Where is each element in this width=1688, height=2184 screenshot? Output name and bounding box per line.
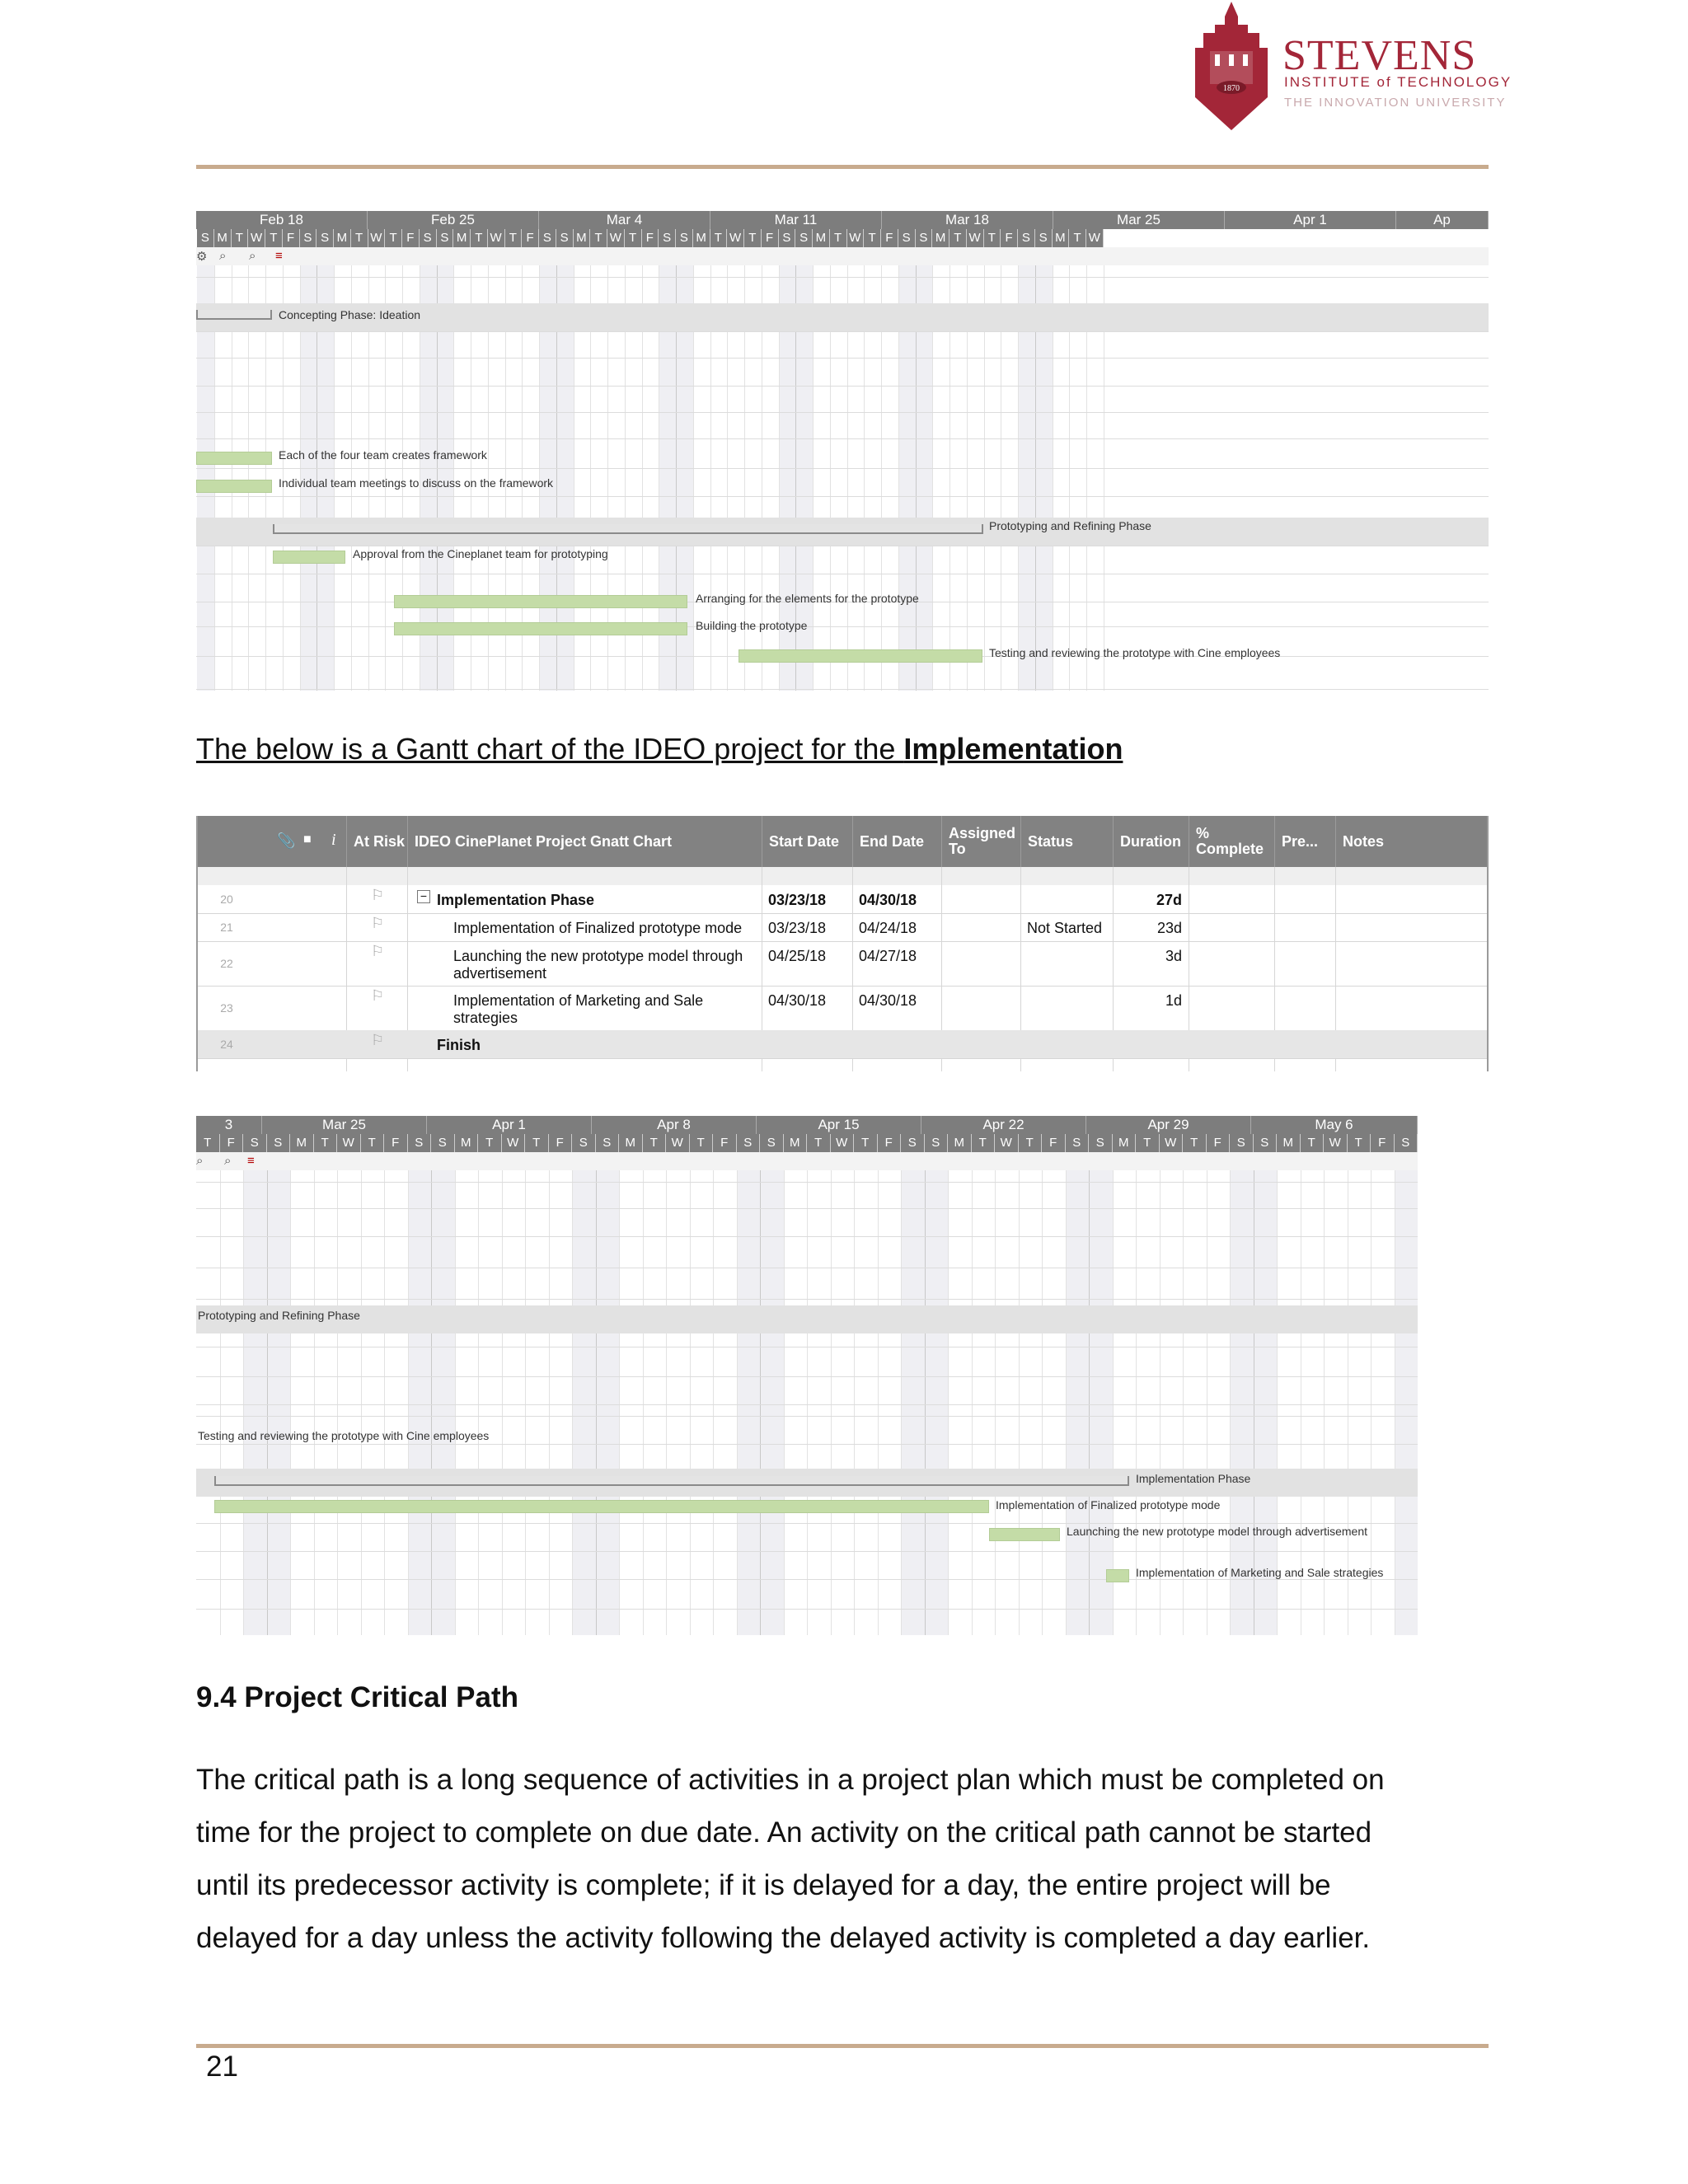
weekend-column — [1066, 1170, 1090, 1635]
grid-line — [431, 1170, 432, 1635]
grid-row-line — [196, 626, 1489, 627]
grid-line — [1066, 1170, 1067, 1635]
weekend-column — [1089, 1170, 1113, 1635]
summary-bar[interactable] — [273, 524, 983, 534]
logo-tagline: THE INNOVATION UNIVERSITY — [1284, 96, 1507, 110]
task-bar[interactable] — [273, 551, 345, 564]
grid-line — [337, 1170, 338, 1635]
grid-line — [478, 1170, 479, 1635]
day-label: W — [967, 229, 984, 247]
day-label: S — [243, 1134, 267, 1152]
task-bar[interactable] — [1106, 1569, 1129, 1582]
day-label: S — [737, 1134, 761, 1152]
grid-row-line — [196, 1444, 1418, 1445]
week-label: May 6 — [1251, 1116, 1418, 1134]
grid-line — [925, 1170, 926, 1635]
day-label: M — [784, 1134, 808, 1152]
grid-row-line — [196, 412, 1489, 413]
status: Not Started — [1027, 920, 1103, 936]
weekend-column — [760, 1170, 784, 1635]
day-label: F — [642, 229, 659, 247]
settings-icon[interactable]: ⚙ — [196, 250, 208, 264]
flag-icon[interactable]: ⚐ — [371, 987, 385, 1004]
grid-row-line — [196, 468, 1489, 469]
start-date: 03/23/18 — [768, 892, 827, 908]
end-date: 04/24/18 — [859, 920, 917, 936]
task-name: Implementation of Finalized prototype mode — [453, 920, 743, 936]
gantt-chart-implementation — [196, 1116, 1418, 1635]
day-label: F — [522, 229, 539, 247]
grid-row-line — [196, 1182, 1418, 1183]
grid-line — [267, 1170, 268, 1635]
duration: 1d — [1165, 992, 1182, 1009]
day-label: F — [881, 229, 898, 247]
day-label: T — [478, 1134, 502, 1152]
implementation-caption — [196, 732, 1123, 766]
day-label: S — [1254, 1134, 1278, 1152]
summary-row-band — [196, 1305, 1418, 1333]
day-label: T — [854, 1134, 878, 1152]
task-label: Approval from the Cineplanet team for prototyping — [353, 547, 608, 560]
day-label: M — [1113, 1134, 1137, 1152]
day-label: S — [556, 229, 574, 247]
grid-line — [878, 1170, 879, 1635]
logo-subtitle: INSTITUTE of TECHNOLOGY — [1284, 74, 1512, 90]
task-label: Testing and reviewing the prototype with Cine employees — [989, 646, 1281, 659]
row-number: 21 — [220, 921, 233, 934]
gantt-toolbar — [196, 247, 1489, 265]
summary-bar[interactable] — [214, 1476, 1129, 1486]
end-date: 04/30/18 — [859, 992, 917, 1009]
task-label: Building the prototype — [696, 619, 808, 632]
day-label: W — [1324, 1134, 1348, 1152]
row-number: 24 — [220, 1038, 233, 1051]
day-label: M — [948, 1134, 972, 1152]
day-label: T — [525, 1134, 549, 1152]
day-label: S — [596, 1134, 620, 1152]
grid-line — [690, 1170, 691, 1635]
col-end-date[interactable]: End Date — [852, 816, 941, 867]
task-label: Individual team meetings to discuss on the framework — [279, 476, 554, 490]
day-label: T — [744, 229, 762, 247]
task-bar[interactable] — [989, 1528, 1060, 1541]
col-start-date[interactable]: Start Date — [762, 816, 852, 867]
day-label: T — [972, 1134, 996, 1152]
day-label: S — [316, 229, 334, 247]
grid-line — [1113, 1170, 1114, 1635]
col-percent-complete[interactable]: % Complete — [1189, 816, 1274, 867]
week-label: Mar 11 — [710, 211, 882, 229]
task-bar[interactable] — [196, 452, 272, 465]
day-label: S — [916, 229, 933, 247]
day-label: W — [368, 229, 386, 247]
day-label: M — [455, 1134, 479, 1152]
day-label: F — [762, 229, 779, 247]
day-label: W — [1160, 1134, 1184, 1152]
day-label: W — [488, 229, 505, 247]
flag-icon[interactable]: ⚐ — [371, 943, 385, 959]
logo-title: STEVENS — [1282, 32, 1477, 79]
day-label: M — [932, 229, 950, 247]
weekend-column — [901, 1170, 925, 1635]
table-row[interactable] — [198, 986, 1487, 1031]
grid-line — [666, 1170, 667, 1635]
week-label: Mar 4 — [539, 211, 710, 229]
col-at-risk[interactable]: At Risk — [346, 816, 407, 867]
day-label: T — [1136, 1134, 1160, 1152]
grid-row-line — [196, 689, 1489, 690]
flag-icon[interactable]: ⚐ — [371, 915, 385, 931]
task-bar[interactable] — [394, 622, 687, 635]
grid-line — [220, 1170, 221, 1635]
day-label: S — [1066, 1134, 1090, 1152]
weekend-column — [431, 1170, 455, 1635]
grid-row-line — [196, 1404, 1418, 1405]
day-label: F — [402, 229, 420, 247]
duration: 27d — [1156, 892, 1182, 908]
grid-line — [784, 1170, 785, 1635]
paragraph-line: time for the project to complete on due date. An activity on the critical path cannot be started — [196, 1816, 1372, 1849]
end-date: 04/27/18 — [859, 948, 917, 964]
day-label: W — [727, 229, 744, 247]
task-name: Finish — [437, 1037, 481, 1053]
col-status[interactable]: Status — [1020, 816, 1113, 867]
task-name: Launching the new prototype model through advertisement — [453, 948, 743, 982]
grid-line — [807, 1170, 808, 1635]
zoom-in-icon[interactable]: ⌕ — [196, 1154, 204, 1168]
grid-line — [502, 1170, 503, 1635]
day-label: T — [361, 1134, 385, 1152]
critical-path-paragraph — [196, 1754, 1498, 1965]
week-label: Apr 1 — [427, 1116, 592, 1134]
day-label: T — [1183, 1134, 1207, 1152]
grid-row-line — [196, 331, 1489, 332]
weekend-column — [737, 1170, 761, 1635]
grid-line — [549, 1170, 550, 1635]
col-notes[interactable]: Notes — [1335, 816, 1489, 867]
grid-row-line — [196, 1416, 1418, 1417]
week-label: Feb 25 — [368, 211, 539, 229]
day-label: T — [314, 1134, 338, 1152]
day-label: S — [795, 229, 813, 247]
section-heading: 9.4 Project Critical Path — [196, 1681, 518, 1713]
task-label: Prototyping and Refining Phase — [198, 1309, 360, 1322]
task-bar[interactable] — [214, 1500, 989, 1513]
day-label: S — [539, 229, 556, 247]
week-label: Apr 8 — [592, 1116, 757, 1134]
zoom-out-icon[interactable]: ⌕ — [224, 1154, 232, 1168]
day-label: S — [1035, 229, 1053, 247]
critical-path-icon[interactable]: ≡ — [247, 1154, 255, 1168]
day-label: T — [351, 229, 368, 247]
caption-bold: Implementation — [903, 732, 1123, 766]
row-number: 22 — [220, 957, 233, 970]
day-label: T — [984, 229, 1001, 247]
day-label: F — [220, 1134, 244, 1152]
grid-line — [901, 1170, 902, 1635]
task-bar[interactable] — [394, 595, 687, 608]
day-label: S — [300, 229, 317, 247]
week-label: Ap — [1396, 211, 1489, 229]
day-label: S — [1018, 229, 1035, 247]
week-label: Apr 22 — [921, 1116, 1086, 1134]
weekend-column — [267, 1170, 291, 1635]
task-bar[interactable] — [738, 649, 982, 663]
grid-line — [713, 1170, 714, 1635]
table-row[interactable] — [198, 941, 1487, 987]
grid-row-line — [196, 438, 1489, 439]
day-label: S — [898, 229, 916, 247]
day-label: T — [196, 1134, 220, 1152]
grid-row-line — [196, 1609, 1418, 1610]
grid-line — [948, 1170, 949, 1635]
day-label: W — [831, 1134, 855, 1152]
day-label: S — [659, 229, 676, 247]
day-label: W — [607, 229, 625, 247]
col-predecessors[interactable]: Pre... — [1274, 816, 1335, 867]
end-date: 04/30/18 — [859, 892, 917, 908]
day-label: S — [437, 229, 454, 247]
task-name: Implementation Phase — [437, 892, 595, 908]
day-label: F — [878, 1134, 902, 1152]
day-label: S — [572, 1134, 596, 1152]
day-label: W — [1086, 229, 1104, 247]
logo-year: 1870 — [1223, 84, 1240, 93]
day-label: F — [1001, 229, 1018, 247]
weekend-column — [572, 1170, 596, 1635]
grid-line — [384, 1170, 385, 1635]
grid-line — [408, 1170, 409, 1635]
task-label: Concepting Phase: Ideation — [279, 308, 421, 321]
day-label: S — [267, 1134, 291, 1152]
day-label: F — [1042, 1134, 1066, 1152]
grid-line — [1089, 1170, 1090, 1635]
day-label: S — [431, 1134, 455, 1152]
week-label: 3 — [196, 1116, 262, 1134]
table-row[interactable] — [198, 913, 1487, 942]
day-label: T — [807, 1134, 831, 1152]
paragraph-line: until its predecessor activity is complete; if it is delayed for a day, the entire project will be — [196, 1869, 1331, 1901]
table-row[interactable] — [198, 1030, 1487, 1059]
day-label: T — [690, 1134, 714, 1152]
day-label: W — [666, 1134, 690, 1152]
day-label: S — [901, 1134, 925, 1152]
start-date: 03/23/18 — [768, 920, 827, 936]
day-label: F — [713, 1134, 737, 1152]
day-label: F — [1207, 1134, 1231, 1152]
day-label: M — [813, 229, 830, 247]
weekend-column — [243, 1170, 267, 1635]
day-label: S — [779, 229, 796, 247]
day-label: F — [384, 1134, 408, 1152]
summary-bar[interactable] — [196, 310, 272, 320]
day-label: W — [502, 1134, 526, 1152]
grid-row-line — [196, 1579, 1418, 1580]
day-label: T — [625, 229, 642, 247]
task-label: Launching the new prototype model through advertisement — [1067, 1525, 1368, 1538]
flag-icon[interactable]: ⚐ — [371, 1032, 385, 1048]
start-date: 04/30/18 — [768, 992, 827, 1009]
day-label: M — [214, 229, 232, 247]
paragraph-line: delayed for a day unless the activity following the delayed activity is completed a day earlier. — [196, 1922, 1371, 1954]
week-label: Mar 18 — [882, 211, 1053, 229]
day-label: S — [197, 229, 214, 247]
critical-path-icon[interactable]: ≡ — [275, 249, 283, 263]
day-label: W — [337, 1134, 361, 1152]
day-label: T — [471, 229, 488, 247]
day-label: W — [847, 229, 865, 247]
day-label: F — [283, 229, 300, 247]
task-label: Testing and reviewing the prototype with Cine employees — [198, 1429, 490, 1442]
day-label: W — [995, 1134, 1019, 1152]
caption-text: The below is a Gantt chart of the IDEO project for the — [196, 732, 904, 766]
col-assigned-to[interactable]: Assigned To — [941, 816, 1020, 867]
gantt-toolbar — [196, 1152, 1418, 1170]
task-name: Implementation of Marketing and Sale strategies — [453, 992, 704, 1026]
grid-line — [596, 1170, 597, 1635]
day-label: M — [1053, 229, 1070, 247]
grid-line — [1042, 1170, 1043, 1635]
day-label: T — [864, 229, 881, 247]
weekend-column — [1395, 1170, 1418, 1635]
grid-line — [737, 1170, 738, 1635]
weekend-column — [925, 1170, 949, 1635]
day-label: F — [1371, 1134, 1395, 1152]
grid-row-line — [196, 1551, 1418, 1552]
grid-row-line — [196, 1236, 1418, 1237]
implementation-task-table — [196, 816, 1489, 1071]
attachment-icon: 📎 — [277, 832, 296, 849]
task-bar[interactable] — [196, 480, 272, 493]
row-number: 20 — [220, 893, 233, 906]
day-label: T — [232, 229, 249, 247]
task-label: Each of the four team creates framework — [279, 448, 487, 462]
week-label: Apr 29 — [1086, 1116, 1251, 1134]
grid-line — [361, 1170, 362, 1635]
day-label: S — [1089, 1134, 1113, 1152]
grid-row-line — [196, 277, 1489, 278]
grid-line — [290, 1170, 291, 1635]
grid-line — [643, 1170, 644, 1635]
grid-line — [619, 1170, 620, 1635]
day-label: M — [1277, 1134, 1301, 1152]
day-label: M — [453, 229, 471, 247]
day-label: M — [290, 1134, 314, 1152]
col-task-name[interactable]: IDEO CinePlanet Project Gnatt Chart — [407, 816, 959, 867]
grid-line — [1019, 1170, 1020, 1635]
grid-row-line — [196, 358, 1489, 359]
grid-row-line — [196, 1376, 1418, 1377]
gantt-chart-planning — [196, 211, 1489, 691]
day-label: T — [385, 229, 402, 247]
week-label: Mar 25 — [262, 1116, 427, 1134]
task-label: Prototyping and Refining Phase — [989, 519, 1151, 532]
day-label: T — [265, 229, 283, 247]
stevens-logo-emblem — [1190, 0, 1273, 132]
grid-line — [314, 1170, 315, 1635]
grid-row-line — [196, 386, 1489, 387]
day-label: T — [1069, 229, 1086, 247]
col-duration[interactable]: Duration — [1113, 816, 1189, 867]
page-number: 21 — [206, 2050, 238, 2083]
task-label: Arranging for the elements for the prototype — [696, 592, 919, 605]
week-label: Apr 1 — [1225, 211, 1396, 229]
task-label: Implementation of Marketing and Sale strategies — [1136, 1566, 1384, 1579]
zoom-in-icon[interactable]: ⌕ — [219, 249, 227, 263]
day-label: T — [590, 229, 607, 247]
day-label: T — [1348, 1134, 1372, 1152]
grid-line — [760, 1170, 761, 1635]
grid-row-line — [196, 1299, 1418, 1300]
day-label: W — [248, 229, 265, 247]
day-label: S — [1395, 1134, 1418, 1152]
grid-row-line — [196, 1208, 1418, 1209]
header-rule — [196, 165, 1489, 169]
weekend-column — [408, 1170, 432, 1635]
week-label: Apr 15 — [757, 1116, 921, 1134]
task-label: Implementation of Finalized prototype mode — [996, 1498, 1221, 1511]
paragraph-line: The critical path is a long sequence of activities in a project plan which must be completed on — [196, 1764, 1385, 1796]
duration: 23d — [1156, 920, 1182, 936]
day-label: M — [693, 229, 710, 247]
grid-line — [995, 1170, 996, 1635]
day-label: S — [420, 229, 437, 247]
grid-line — [455, 1170, 456, 1635]
zoom-out-icon[interactable]: ⌕ — [249, 249, 256, 263]
day-label: M — [574, 229, 591, 247]
week-label: Feb 18 — [196, 211, 368, 229]
info-icon: i — [331, 831, 336, 849]
grid-line — [243, 1170, 244, 1635]
grid-line — [972, 1170, 973, 1635]
week-label: Mar 25 — [1053, 211, 1225, 229]
day-label: T — [1301, 1134, 1325, 1152]
weekend-column — [596, 1170, 620, 1635]
collapse-toggle[interactable]: − — [417, 890, 430, 903]
footer-rule — [196, 2044, 1489, 2048]
day-label: S — [676, 229, 693, 247]
day-label: M — [334, 229, 351, 247]
day-label: T — [1019, 1134, 1043, 1152]
grid-row-line — [196, 496, 1489, 497]
day-label: S — [760, 1134, 784, 1152]
day-label: T — [710, 229, 728, 247]
row-number: 23 — [220, 1001, 233, 1015]
grid-line — [854, 1170, 855, 1635]
comment-icon: ■ — [303, 832, 312, 846]
day-label: T — [643, 1134, 667, 1152]
table-spacer-row — [198, 867, 1487, 885]
task-label: Implementation Phase — [1136, 1472, 1251, 1485]
flag-icon[interactable]: ⚐ — [371, 887, 385, 903]
grid-row-line — [196, 1523, 1418, 1524]
day-label: T — [950, 229, 967, 247]
day-label: S — [1230, 1134, 1254, 1152]
day-label: M — [619, 1134, 643, 1152]
duration: 3d — [1165, 948, 1182, 964]
grid-line — [525, 1170, 526, 1635]
day-label: S — [408, 1134, 432, 1152]
table-row[interactable] — [198, 885, 1487, 914]
day-label: F — [549, 1134, 573, 1152]
grid-line — [831, 1170, 832, 1635]
day-label: T — [505, 229, 523, 247]
start-date: 04/25/18 — [768, 948, 827, 964]
day-label: S — [925, 1134, 949, 1152]
day-label: T — [830, 229, 847, 247]
grid-line — [572, 1170, 573, 1635]
